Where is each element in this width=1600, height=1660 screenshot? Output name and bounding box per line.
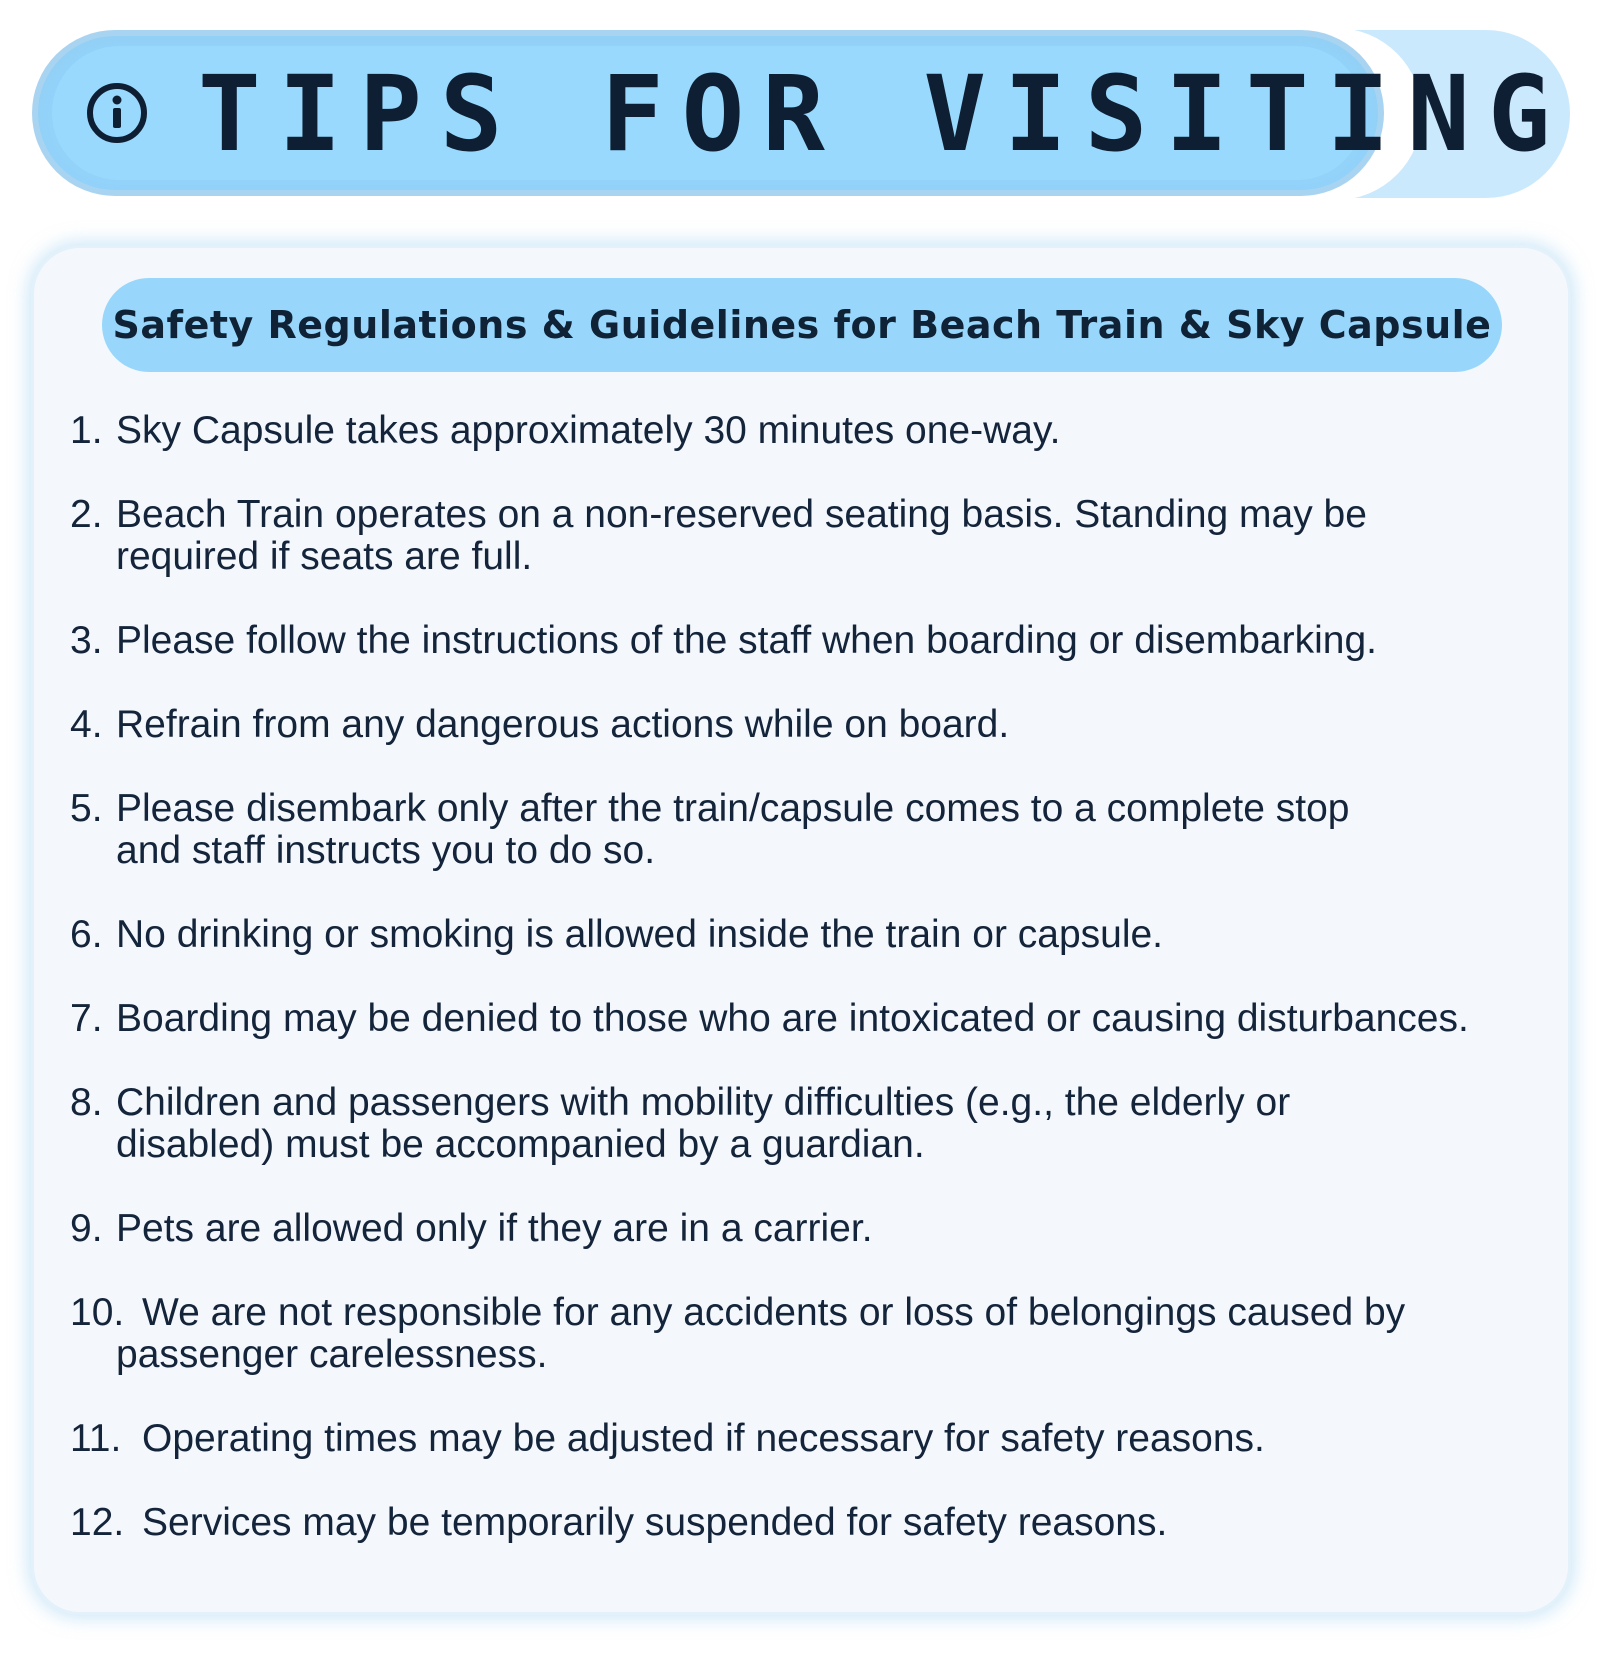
item-text-continued: disabled) must be accompanied by a guardian. — [116, 1123, 925, 1166]
list-item — [70, 998, 1540, 1040]
item-number: 9. — [70, 1207, 103, 1250]
list-item — [70, 1418, 1540, 1460]
list-item — [70, 1502, 1540, 1544]
list-item — [70, 410, 1540, 452]
item-number: 3. — [70, 619, 103, 662]
item-text: Operating times may be adjusted if necessary for safety reasons. — [142, 1417, 1265, 1460]
item-number: 2. — [70, 493, 103, 536]
item-text: We are not responsible for any accidents or loss of belongings caused by — [142, 1291, 1406, 1334]
item-text: Please follow the instructions of the staff when boarding or disembarking. — [116, 619, 1377, 662]
rules-list — [70, 410, 1540, 1586]
item-text: Services may be temporarily suspended for safety reasons. — [142, 1501, 1168, 1544]
item-text-continued: passenger carelessness. — [116, 1333, 548, 1376]
item-number: 5. — [70, 787, 103, 830]
list-item — [70, 788, 1540, 872]
item-text: Beach Train operates on a non-reserved seating basis. Standing may be — [116, 493, 1367, 536]
page-title: TIPS FOR VISITING — [198, 53, 1569, 175]
item-text-continued: required if seats are full. — [116, 535, 533, 578]
item-text: Sky Capsule takes approximately 30 minutes one-way. — [116, 409, 1061, 452]
list-item — [70, 704, 1540, 746]
item-number: 6. — [70, 913, 103, 956]
list-item — [70, 1082, 1540, 1166]
item-number: 11. — [70, 1417, 122, 1460]
header-banner — [32, 30, 1569, 196]
card-subtitle: Safety Regulations & Guidelines for Beach Train & Sky Capsule — [112, 303, 1492, 347]
item-number: 4. — [70, 703, 103, 746]
info-icon — [86, 82, 148, 144]
item-number: 12. — [70, 1501, 125, 1544]
list-item — [70, 1208, 1540, 1250]
list-item — [70, 620, 1540, 662]
subtitle-pill — [102, 278, 1502, 372]
list-item — [70, 914, 1540, 956]
item-text: Refrain from any dangerous actions while on board. — [116, 703, 1010, 746]
item-number: 10. — [70, 1291, 125, 1334]
list-item — [70, 494, 1540, 578]
list-item — [70, 1292, 1540, 1376]
item-number: 8. — [70, 1081, 103, 1124]
item-text: Pets are allowed only if they are in a carrier. — [116, 1207, 873, 1250]
item-number: 1. — [70, 409, 103, 452]
item-text: Children and passengers with mobility difficulties (e.g., the elderly or — [116, 1081, 1291, 1124]
item-number: 7. — [70, 997, 103, 1040]
item-text-continued: and staff instructs you to do so. — [116, 829, 656, 872]
item-text: No drinking or smoking is allowed inside the train or capsule. — [116, 913, 1164, 956]
item-text: Please disembark only after the train/capsule comes to a complete stop — [116, 787, 1350, 830]
item-text: Boarding may be denied to those who are intoxicated or causing disturbances. — [116, 997, 1469, 1040]
